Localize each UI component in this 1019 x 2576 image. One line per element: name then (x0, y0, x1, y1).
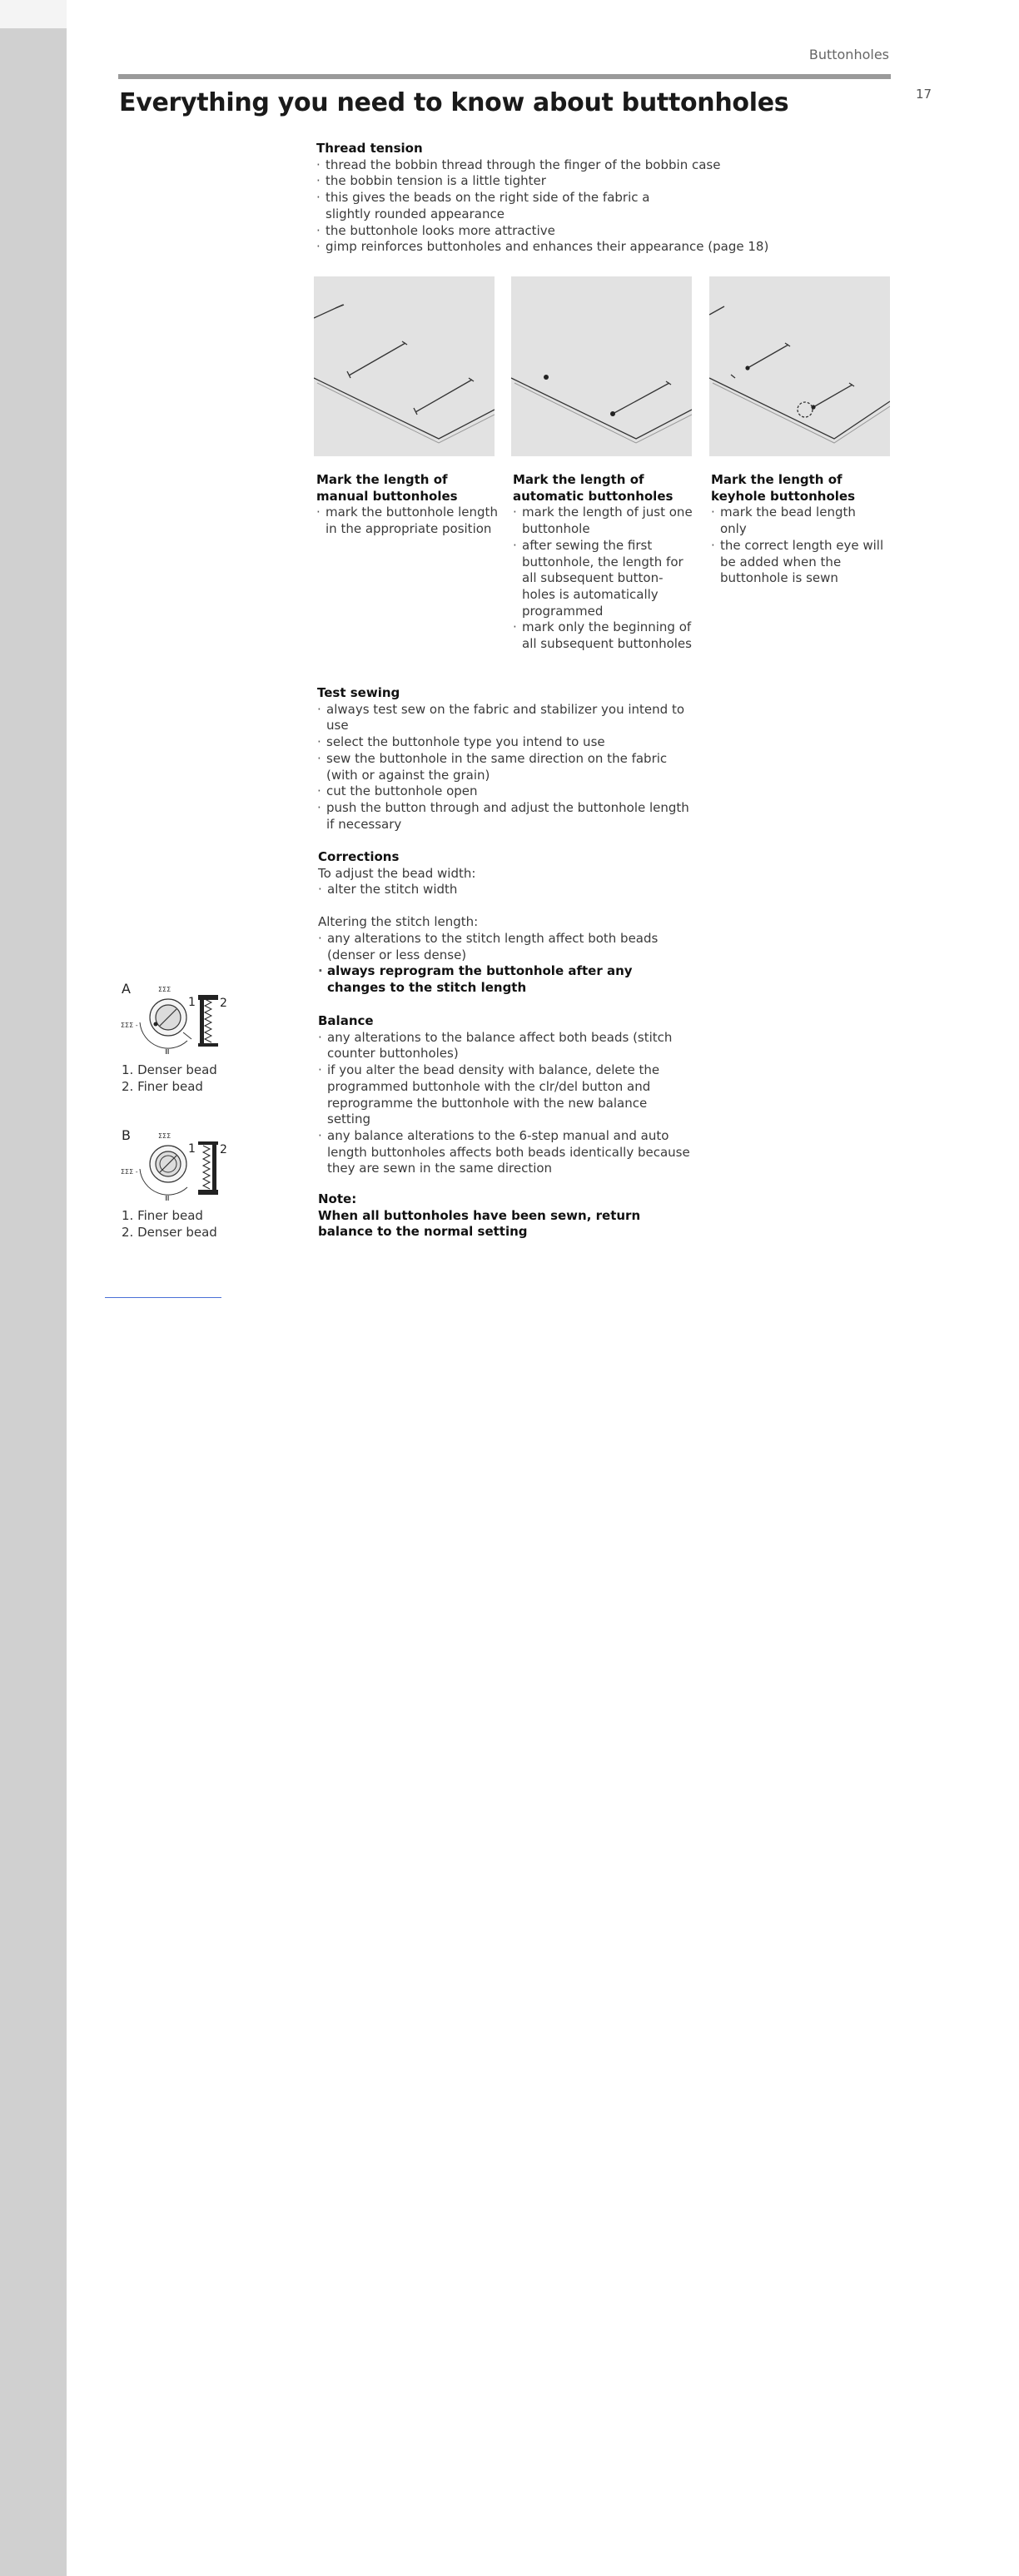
balance-dial-b (117, 1127, 233, 1206)
list-item: · thread the bobbin thread through the finger of the bobbin case (316, 157, 816, 174)
note-text: When all buttonholes have been sewn, return balance to the normal setting (318, 1207, 641, 1240)
list-item: · cut the buttonhole open (317, 783, 692, 800)
width-intro: To adjust the bead width: (318, 865, 476, 881)
list-item: · if you alter the bead density with balance, delete the programmed buttonhole with the clr/del button and reprogramme the buttonhole with the new balance setting (318, 1062, 693, 1128)
dial-caption: 1. Finer bead (122, 1208, 203, 1223)
manual-buttonhole-figure (314, 276, 495, 456)
list-item: · the bobbin tension is a little tighter (316, 173, 816, 190)
dial-b-label-1: 1 (188, 1142, 196, 1156)
dial-caption: 2. Denser bead (122, 1225, 217, 1240)
dial-b-letter: B (122, 1127, 131, 1143)
svg-text:ΣΣΣ -: ΣΣΣ - (121, 1022, 138, 1029)
keyhole-buttonhole-figure (709, 276, 890, 456)
list-item: · mark only the beginning of all subsequent buttonholes (513, 619, 696, 652)
automatic-caption (513, 472, 696, 653)
test-sewing-section (317, 685, 692, 833)
keyhole-caption-heading: Mark the length of keyhole buttonholes (711, 472, 856, 504)
list-item: · select the buttonhole type you intend to use (317, 734, 692, 751)
footer-line (105, 1297, 221, 1298)
dial-caption: 1. Denser bead (122, 1062, 217, 1077)
section-label: Buttonholes (808, 47, 889, 62)
svg-text:ΣΣΣ: ΣΣΣ (158, 1132, 171, 1140)
list-item: · sew the buttonhole in the same direction on the fabric (with or against the grain) (317, 751, 692, 783)
balance-dial-a (117, 981, 233, 1060)
list-item: · alter the stitch width (318, 882, 693, 898)
automatic-buttonhole-figure (511, 276, 692, 456)
corrections-heading: Corrections (318, 849, 400, 864)
dial-a-label-1: 1 (188, 996, 196, 1009)
list-item: · mark the length of just one buttonhole (513, 505, 696, 537)
list-item: · any alterations to the balance affect both beads (stitch counter buttonholes) (318, 1030, 693, 1062)
binding-hole (0, 1257, 67, 2576)
page-title: Everything you need to know about buttonholes (119, 88, 789, 117)
length-intro: Altering the stitch length: (318, 914, 479, 930)
list-item: · mark the buttonhole length in the appropriate position (316, 505, 500, 537)
balance-heading: Balance (318, 1013, 374, 1028)
dial-a-letter: A (122, 981, 131, 997)
corrections-section (318, 849, 693, 997)
dial-b-label-2: 2 (220, 1143, 227, 1156)
list-item: · the buttonhole looks more attractive (316, 223, 816, 240)
note-section (318, 1191, 693, 1241)
balance-section (318, 1013, 693, 1177)
list-item: · the correct length eye will be added when the buttonhole is sewn (711, 538, 886, 587)
dial-a-label-2: 2 (220, 997, 227, 1010)
list-item: · mark the bead length only (711, 505, 886, 537)
dial-b-captions (122, 1207, 217, 1241)
automatic-caption-heading: Mark the length of automatic buttonholes (513, 472, 674, 504)
svg-text:Ⅲ: Ⅲ (165, 1195, 170, 1202)
svg-text:ΣΣΣ -: ΣΣΣ - (121, 1168, 138, 1176)
svg-text:ΣΣΣ: ΣΣΣ (158, 986, 171, 993)
list-item: · always test sew on the fabric and stabilizer you intend to use (317, 702, 692, 734)
test-sewing-heading: Test sewing (317, 685, 400, 700)
svg-text:Ⅲ: Ⅲ (165, 1048, 170, 1056)
list-item: · gimp reinforces buttonholes and enhances their appearance (page 18) (316, 239, 816, 256)
dial-caption: 2. Finer bead (122, 1079, 203, 1094)
list-item: · any alterations to the stitch length affect both beads (denser or less dense) (318, 931, 693, 963)
list-item: · any balance alterations to the 6-step manual and auto length buttonholes affects both beads identically because they are sewn in the same direction (318, 1128, 693, 1177)
manual-caption (316, 472, 500, 538)
dial-a-captions (122, 1062, 217, 1095)
keyhole-caption (711, 472, 886, 587)
note-heading: Note: (318, 1191, 357, 1206)
list-item: · this gives the beads on the right side of the fabric a slightly rounded appearance (316, 190, 675, 222)
list-item-emphasis: · always reprogram the buttonhole after any changes to the stitch length (318, 963, 693, 996)
thread-tension-section (316, 141, 816, 256)
page-number: 17 (916, 87, 932, 102)
header-rule (118, 74, 891, 79)
thread-tension-heading: Thread tension (316, 141, 423, 156)
list-item: · push the button through and adjust the buttonhole length if necessary (317, 800, 692, 833)
list-item: · after sewing the first buttonhole, the length for all subsequent button-holes is automatically programmed (513, 538, 696, 620)
manual-caption-heading: Mark the length of manual buttonholes (316, 472, 458, 504)
